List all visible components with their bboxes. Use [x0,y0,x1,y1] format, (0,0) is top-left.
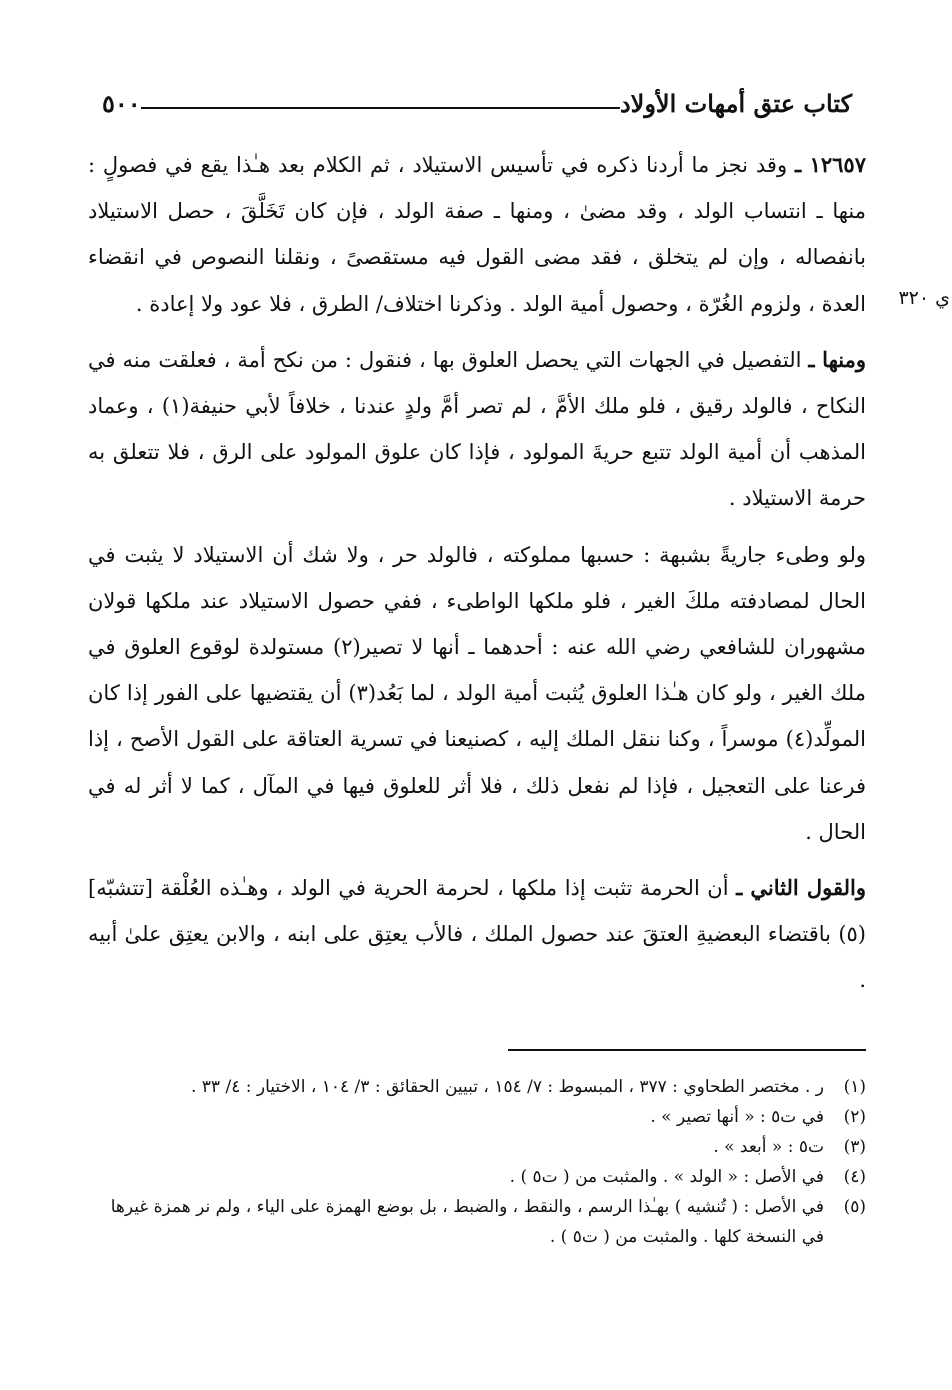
footnote [88,1072,866,1102]
footnote [88,1162,866,1192]
page-header [88,78,866,118]
page-number: ٥٠٠ [102,89,141,118]
running-title: كتاب عتق أمهات الأولاد [619,89,852,118]
paragraph [88,532,866,855]
footnote-text: ر . مختصر الطحاوي : ٣٧٧ ، المبسوط : ٧/ ١٥٤ ، تبيين الحقائق : ٣/ ١٠٤ ، الاختيار : ٤/ ٣٣ . [190,1077,824,1097]
footnote-rule [508,1049,866,1051]
footnote-number: (٢) [843,1107,866,1127]
footnote-text: في الأصل : « الولد » . والمثبت من ( ت٥ ) . [509,1167,824,1187]
paragraph-lead: ومنها ـ [808,346,866,372]
paragraph-text: التفصيل في الجهات التي يحصل العلوق بها ، فنقول : من نكح أمة ، فعلقت منه في النكاح ، فالولد رقيق ، فلو ملك الأمَّ ، لم تصر أمَّ ولدٍ عندنا ، خلافاً لأبي حنيفة(١) ، وعماد المذهب أن أمية الولد تتبع حريةَ المولود ، فإذا كان علوق المولود على الرق ، فلا تتعلق به حرمة الاستيلاد . [88,347,866,511]
paragraph [88,142,866,327]
paragraph-text: ولو وطىء جاريةً بشبهة : حسبها مملوكته ، فالولد حر ، ولا شك أن الاستيلاد لا يثبت في الحال لمصادفته ملكَ الغير ، فلو ملكها الواطىء ، ففي حصول الاستيلاد عند ملكها قولان مشهوران للشافعي رضي الله عنه : أحدهما ـ أنها لا تصير(٢) مستولدة لوقوع العلوق في ملك الغير ، ولو كان هـٰذا العلوق يُثبت أمية الولد ، لما بَعُد(٣) أن يقتضيها على الفور إذا كان المولِّد(٤) موسراً ، وكنا ننقل الملك إليه ، كصنيعنا في تسرية العتاقة على القول الأصح ، إذا فرعنا على التعجيل ، فإذا لم نفعل ذلك ، فلا أثر للعلوق فيها في المآل ، كما لا أثر له في الحال . [88,542,866,844]
footnote-number: (١) [843,1077,866,1097]
footnote-number: (٥) [843,1197,866,1217]
footnote-text: في الأصل : ( تُنشيه ) بهـٰذا الرسم ، والنقط ، والضبط ، بل بوضع الهمزة على الياء ، ولم نر همزة غيرها في النسخة كلها . والمثبت من ( ت٥ ) . [110,1197,824,1247]
paragraph [88,337,866,522]
footnote-text: ت٥ : « أبعد » . [713,1137,824,1157]
footnote [88,1132,866,1162]
margin-note: ي ٣٢٠ [898,287,950,309]
paragraph-lead: ١٢٦٥٧ ـ [794,152,866,177]
footnote-number: (٤) [843,1167,866,1187]
footnote-number: (٣) [843,1137,866,1157]
main-text [88,142,866,1014]
footnote [88,1192,866,1252]
paragraph [88,865,866,1004]
footnote [88,1102,866,1132]
header-rule [141,107,620,109]
paragraph-text: أن الحرمة تثبت إذا ملكها ، لحرمة الحرية في الولد ، وهـٰذه العُلْقة [تتشبّه](٥) باقتضاء البعضيةِ العتقَ عند حصول الملك ، فالأب يعتِق على ابنه ، والابن يعتِق علىٰ أبيه . [88,876,866,993]
paragraph-text: وقد نجز ما أردنا ذكره في تأسيس الاستيلاد ، ثم الكلام بعد هـٰذا يقع في فصولٍ : منها ـ انتساب الولد ، وقد مضىٰ ، ومنها ـ صفة الولد ، فإن كان تَخَلَّقَ ، حصل الاستيلاد بانفصاله ، وإن لم يتخلق ، فقد مضى القول فيه مستقصىً ، ونقلنا النصوص في انقضاء العدة ، ولزوم الغُرّة ، وحصول أمية الولد . وذكرنا اختلاف/ الطرق ، فلا عود ولا إعادة . [88,153,866,316]
footnotes [88,1072,866,1252]
paragraph-lead: والقول الثاني ـ [736,875,866,901]
footnote-text: في ت٥ : « أنها تصير » . [650,1107,824,1127]
